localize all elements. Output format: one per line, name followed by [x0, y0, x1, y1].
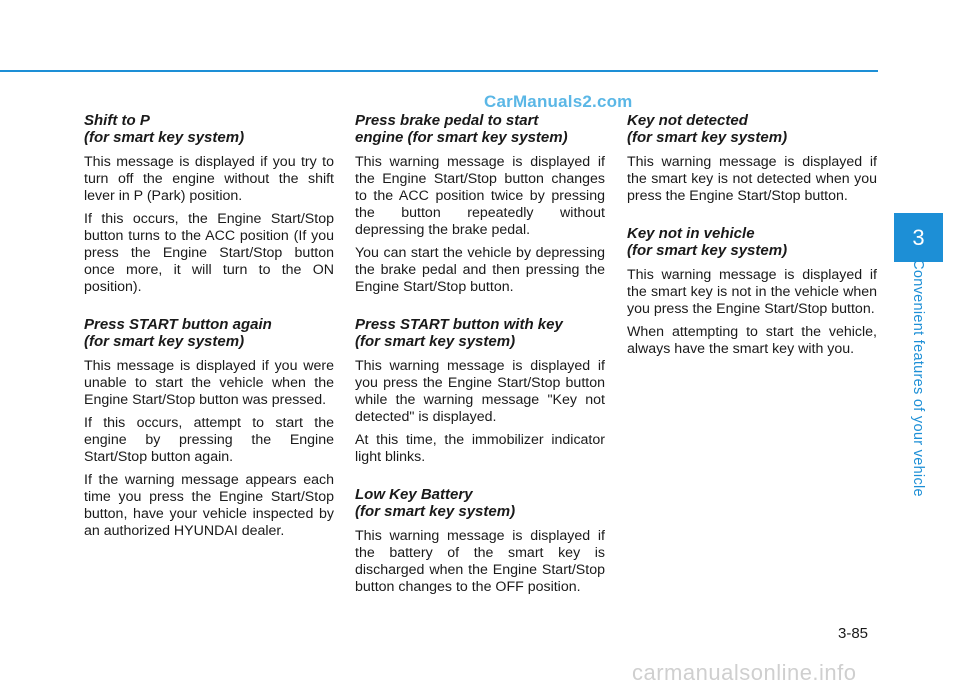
- section-press-start-with-key: [355, 316, 605, 466]
- watermark-top: CarManuals2.com: [484, 92, 633, 111]
- section-heading: Press START button again (for smart key system): [84, 316, 272, 350]
- paragraph: This warning message is displayed if you press the Engine Start/Stop button while the warning message "Key not detected" is displayed.: [355, 358, 605, 425]
- section-press-brake-pedal: [355, 112, 605, 296]
- section-heading: Shift to P (for smart key system): [84, 112, 245, 146]
- section-heading: Low Key Battery (for smart key system): [355, 486, 516, 520]
- paragraph: This warning message is displayed if the battery of the smart key is discharged when the Engine Start/Stop button changes to the OFF position.: [355, 528, 605, 595]
- paragraph: If this occurs, the Engine Start/Stop button turns to the ACC position (If you press the Engine Start/Stop button once more, it will turn to the ON position).: [84, 211, 334, 295]
- paragraph: This warning message is displayed if the smart key is not in the vehicle when you press the Engine Start/Stop button.: [627, 267, 877, 317]
- paragraph: This warning message is displayed if the smart key is not detected when you press the Engine Start/Stop button.: [627, 154, 877, 204]
- paragraph: If the warning message appears each time you press the Engine Start/Stop button, have your vehicle inspected by an authorized HYUNDAI dealer.: [84, 472, 334, 539]
- paragraph: This message is displayed if you were unable to start the vehicle when the Engine Start/Stop button was pressed.: [84, 358, 334, 408]
- paragraph: This message is displayed if you try to turn off the engine without the shift lever in P (Park) position.: [84, 154, 334, 204]
- paragraph: At this time, the immobilizer indicator light blinks.: [355, 432, 605, 465]
- section-low-key-battery: [355, 486, 605, 596]
- page-number: 3-85: [838, 625, 869, 642]
- section-shift-to-p: [84, 112, 334, 296]
- chapter-title-side-label: Convenient features of your vehicle: [910, 259, 926, 497]
- header-rule: [0, 70, 878, 72]
- paragraph: You can start the vehicle by depressing the brake pedal and then pressing the Engine Start/Stop button.: [355, 245, 605, 295]
- section-heading: Press START button with key (for smart key system): [355, 316, 563, 350]
- text-column-1: [84, 112, 334, 560]
- section-key-not-detected: [627, 112, 877, 205]
- text-column-2: [355, 112, 605, 616]
- section-press-start-again: [84, 316, 334, 540]
- section-heading: Key not detected (for smart key system): [627, 112, 788, 146]
- section-heading: Press brake pedal to start engine (for smart key system): [355, 112, 568, 146]
- watermark-bottom: carmanualsonline.info: [632, 660, 857, 685]
- section-heading: Key not in vehicle (for smart key system): [627, 225, 788, 259]
- paragraph: If this occurs, attempt to start the engine by pressing the Engine Start/Stop button again.: [84, 415, 334, 465]
- text-column-3: [627, 112, 877, 378]
- paragraph: This warning message is displayed if the Engine Start/Stop button changes to the ACC position twice by pressing the button repeatedly without depressing the brake pedal.: [355, 154, 605, 238]
- chapter-number-tab: 3: [894, 213, 943, 262]
- paragraph: When attempting to start the vehicle, always have the smart key with you.: [627, 324, 877, 357]
- section-key-not-in-vehicle: [627, 225, 877, 358]
